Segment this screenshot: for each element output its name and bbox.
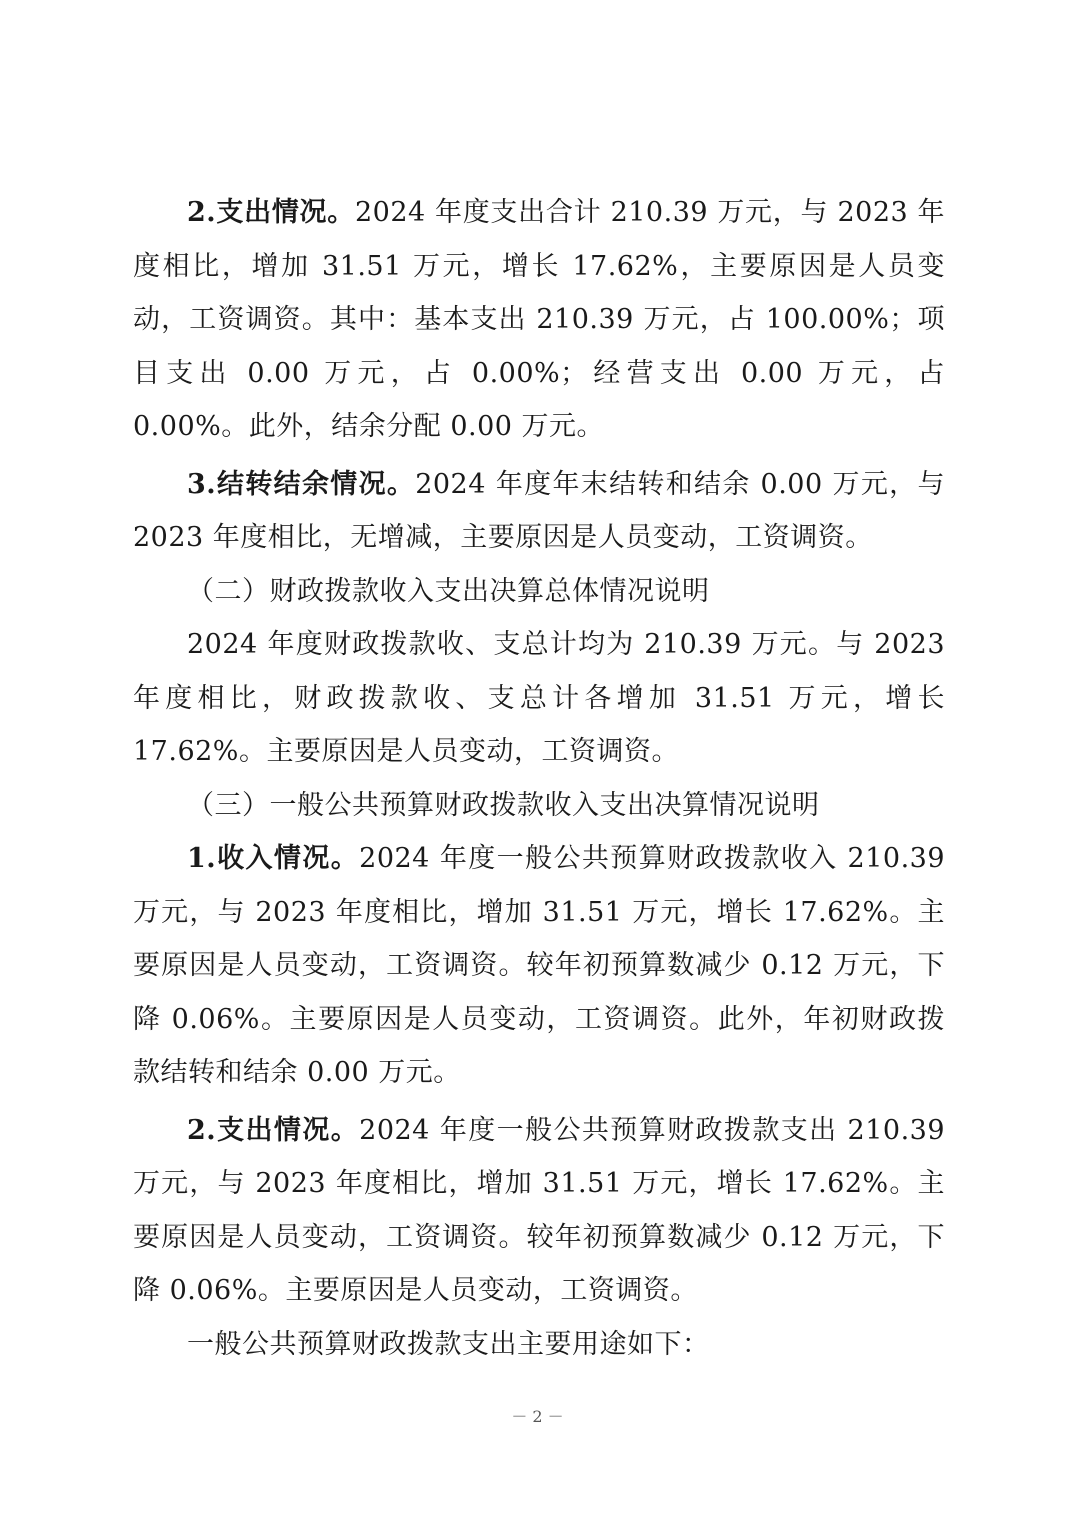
paragraph-lead: 2.支出情况。 <box>187 1114 360 1146</box>
paragraph-expenditure <box>133 186 945 454</box>
paragraph-text: 2024 年度支出合计 210.39 万元，与 2023 年度相比，增加 31.51 万元，增长 17.62%，主要原因是人员变动，工资调资。其中：基本支出 210.39 万元，占 100.00%；项目支出 0.00 万元，占 0.00%；经营支出 0.00 万元，占 0.00%。此外，结余分配 0.00 万元。 <box>133 197 946 442</box>
page-number: － 2 － <box>511 1407 564 1426</box>
paragraph-fiscal-overall <box>133 618 945 779</box>
paragraph-text: 2024 年度财政拨款收、支总计均为 210.39 万元。与 2023 年度相比，财政拨款收、支总计各增加 31.51 万元，增长 17.62%。主要原因是人员变动，工资调资。 <box>133 629 945 767</box>
section-heading-general-budget: （三）一般公共预算财政拨款收入支出决算情况说明 <box>187 789 820 821</box>
section-heading-fiscal-overall: （二）财政拨款收入支出决算总体情况说明 <box>187 575 710 607</box>
paragraph-main-uses-intro: 一般公共预算财政拨款支出主要用途如下： <box>187 1328 710 1360</box>
paragraph-income <box>133 832 945 1100</box>
paragraph-text: 2024 年度一般公共预算财政拨款支出 210.39 万元，与 2023 年度相比，增加 31.51 万元，增长 17.62%。主要原因是人员变动，工资调资。较年初预算数减少 0.12 万元，下降 0.06%。主要原因是人员变动，工资调资。 <box>133 1114 946 1306</box>
paragraph-text: 2024 年度年末结转和结余 0.00 万元，与 2023 年度相比，无增减，主要原因是人员变动，工资调资。 <box>133 468 945 553</box>
paragraph-text: 2024 年度一般公共预算财政拨款收入 210.39 万元，与 2023 年度相比，增加 31.51 万元，增长 17.62%。主要原因是人员变动，工资调资。较年初预算数减少 0.12 万元，下降 0.06%。主要原因是人员变动，工资调资。此外，年初财政拨款结转和结余 0.00 万元。 <box>133 843 946 1088</box>
paragraph-lead: 3.结转结余情况。 <box>187 468 416 500</box>
paragraph-carryover <box>133 458 945 565</box>
paragraph-lead: 2.支出情况。 <box>187 197 355 228</box>
paragraph-lead: 1.收入情况。 <box>187 843 360 874</box>
paragraph-general-expenditure <box>133 1104 945 1318</box>
document-body <box>133 186 945 1371</box>
